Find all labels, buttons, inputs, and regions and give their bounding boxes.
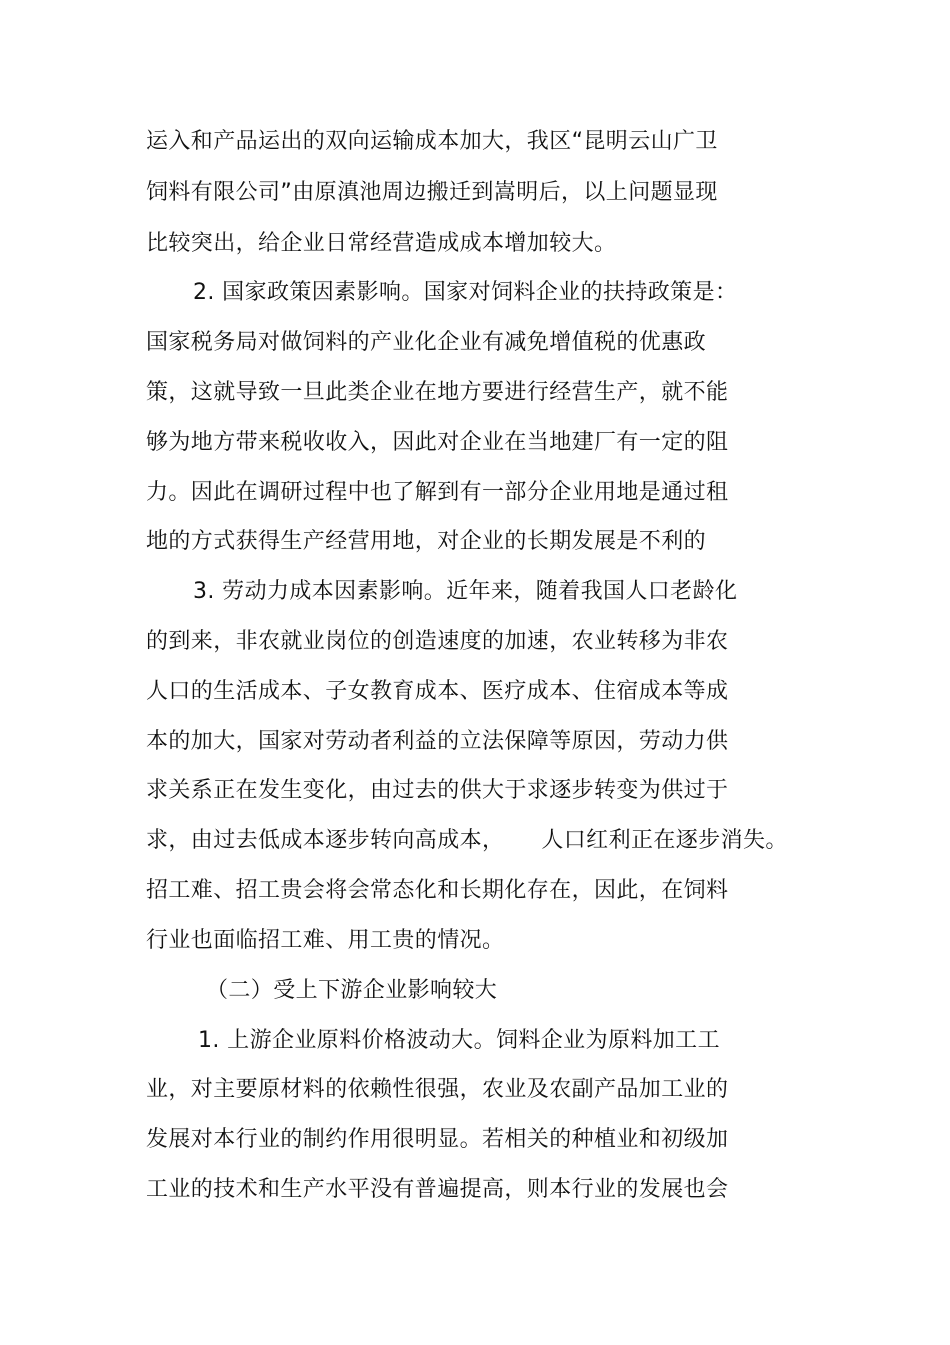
text-line: 够为地方带来税收收入，因此对企业在当地建厂有一定的阻 xyxy=(146,430,729,455)
text-line: 策，这就导致一旦此类企业在地方要进行经营生产，就不能 xyxy=(146,380,729,405)
text-line: 发展对本行业的制约作用很明显。若相关的种植业和初级加 xyxy=(146,1127,729,1152)
text-line: 国家税务局对做饲料的产业化企业有减免增值税的优惠政 xyxy=(146,330,707,355)
section-heading: （二）受上下游企业影响较大 xyxy=(206,978,498,1003)
text-line: 比较突出，给企业日常经营造成成本增加较大。 xyxy=(146,231,617,256)
text-line: 求关系正在发生变化，由过去的供大于求逐步转变为供过于 xyxy=(146,778,729,803)
text-line: 招工难、招工贵会将会常态化和长期化存在，因此，在饲料 xyxy=(146,878,729,903)
text-line: 运入和产品运出的双向运输成本加大，我区“昆明云山广卫 xyxy=(146,129,718,154)
text-line: 行业也面临招工难、用工贵的情况。 xyxy=(146,928,505,953)
text-line: 工业的技术和生产水平没有普遍提高，则本行业的发展也会 xyxy=(146,1177,729,1202)
text-line: 的到来，非农就业岗位的创造速度的加速，农业转移为非农 xyxy=(146,629,729,654)
text-line: 2. 国家政策因素影响。国家对饲料企业的扶持政策是： xyxy=(193,280,738,305)
text-line: 饲料有限公司”由原滇池周边搬迁到嵩明后，以上问题显现 xyxy=(146,180,718,205)
text-line: 1. 上游企业原料价格波动大。饲料企业为原料加工工 xyxy=(198,1028,720,1053)
text-line: 业，对主要原材料的依赖性很强，农业及农副产品加工业的 xyxy=(146,1077,729,1102)
text-line: 人口的生活成本、子女教育成本、医疗成本、住宿成本等成 xyxy=(146,679,729,704)
text-line: 本的加大，国家对劳动者利益的立法保障等原因，劳动力供 xyxy=(146,729,729,754)
text-line: 力。因此在调研过程中也了解到有一部分企业用地是通过租 xyxy=(146,480,729,505)
text-line: 求，由过去低成本逐步转向高成本， 人口红利正在逐步消失。 xyxy=(146,828,788,853)
text-line: 地的方式获得生产经营用地，对企业的长期发展是不利的 xyxy=(146,529,707,554)
text-line: 3. 劳动力成本因素影响。近年来，随着我国人口老龄化 xyxy=(193,579,738,604)
